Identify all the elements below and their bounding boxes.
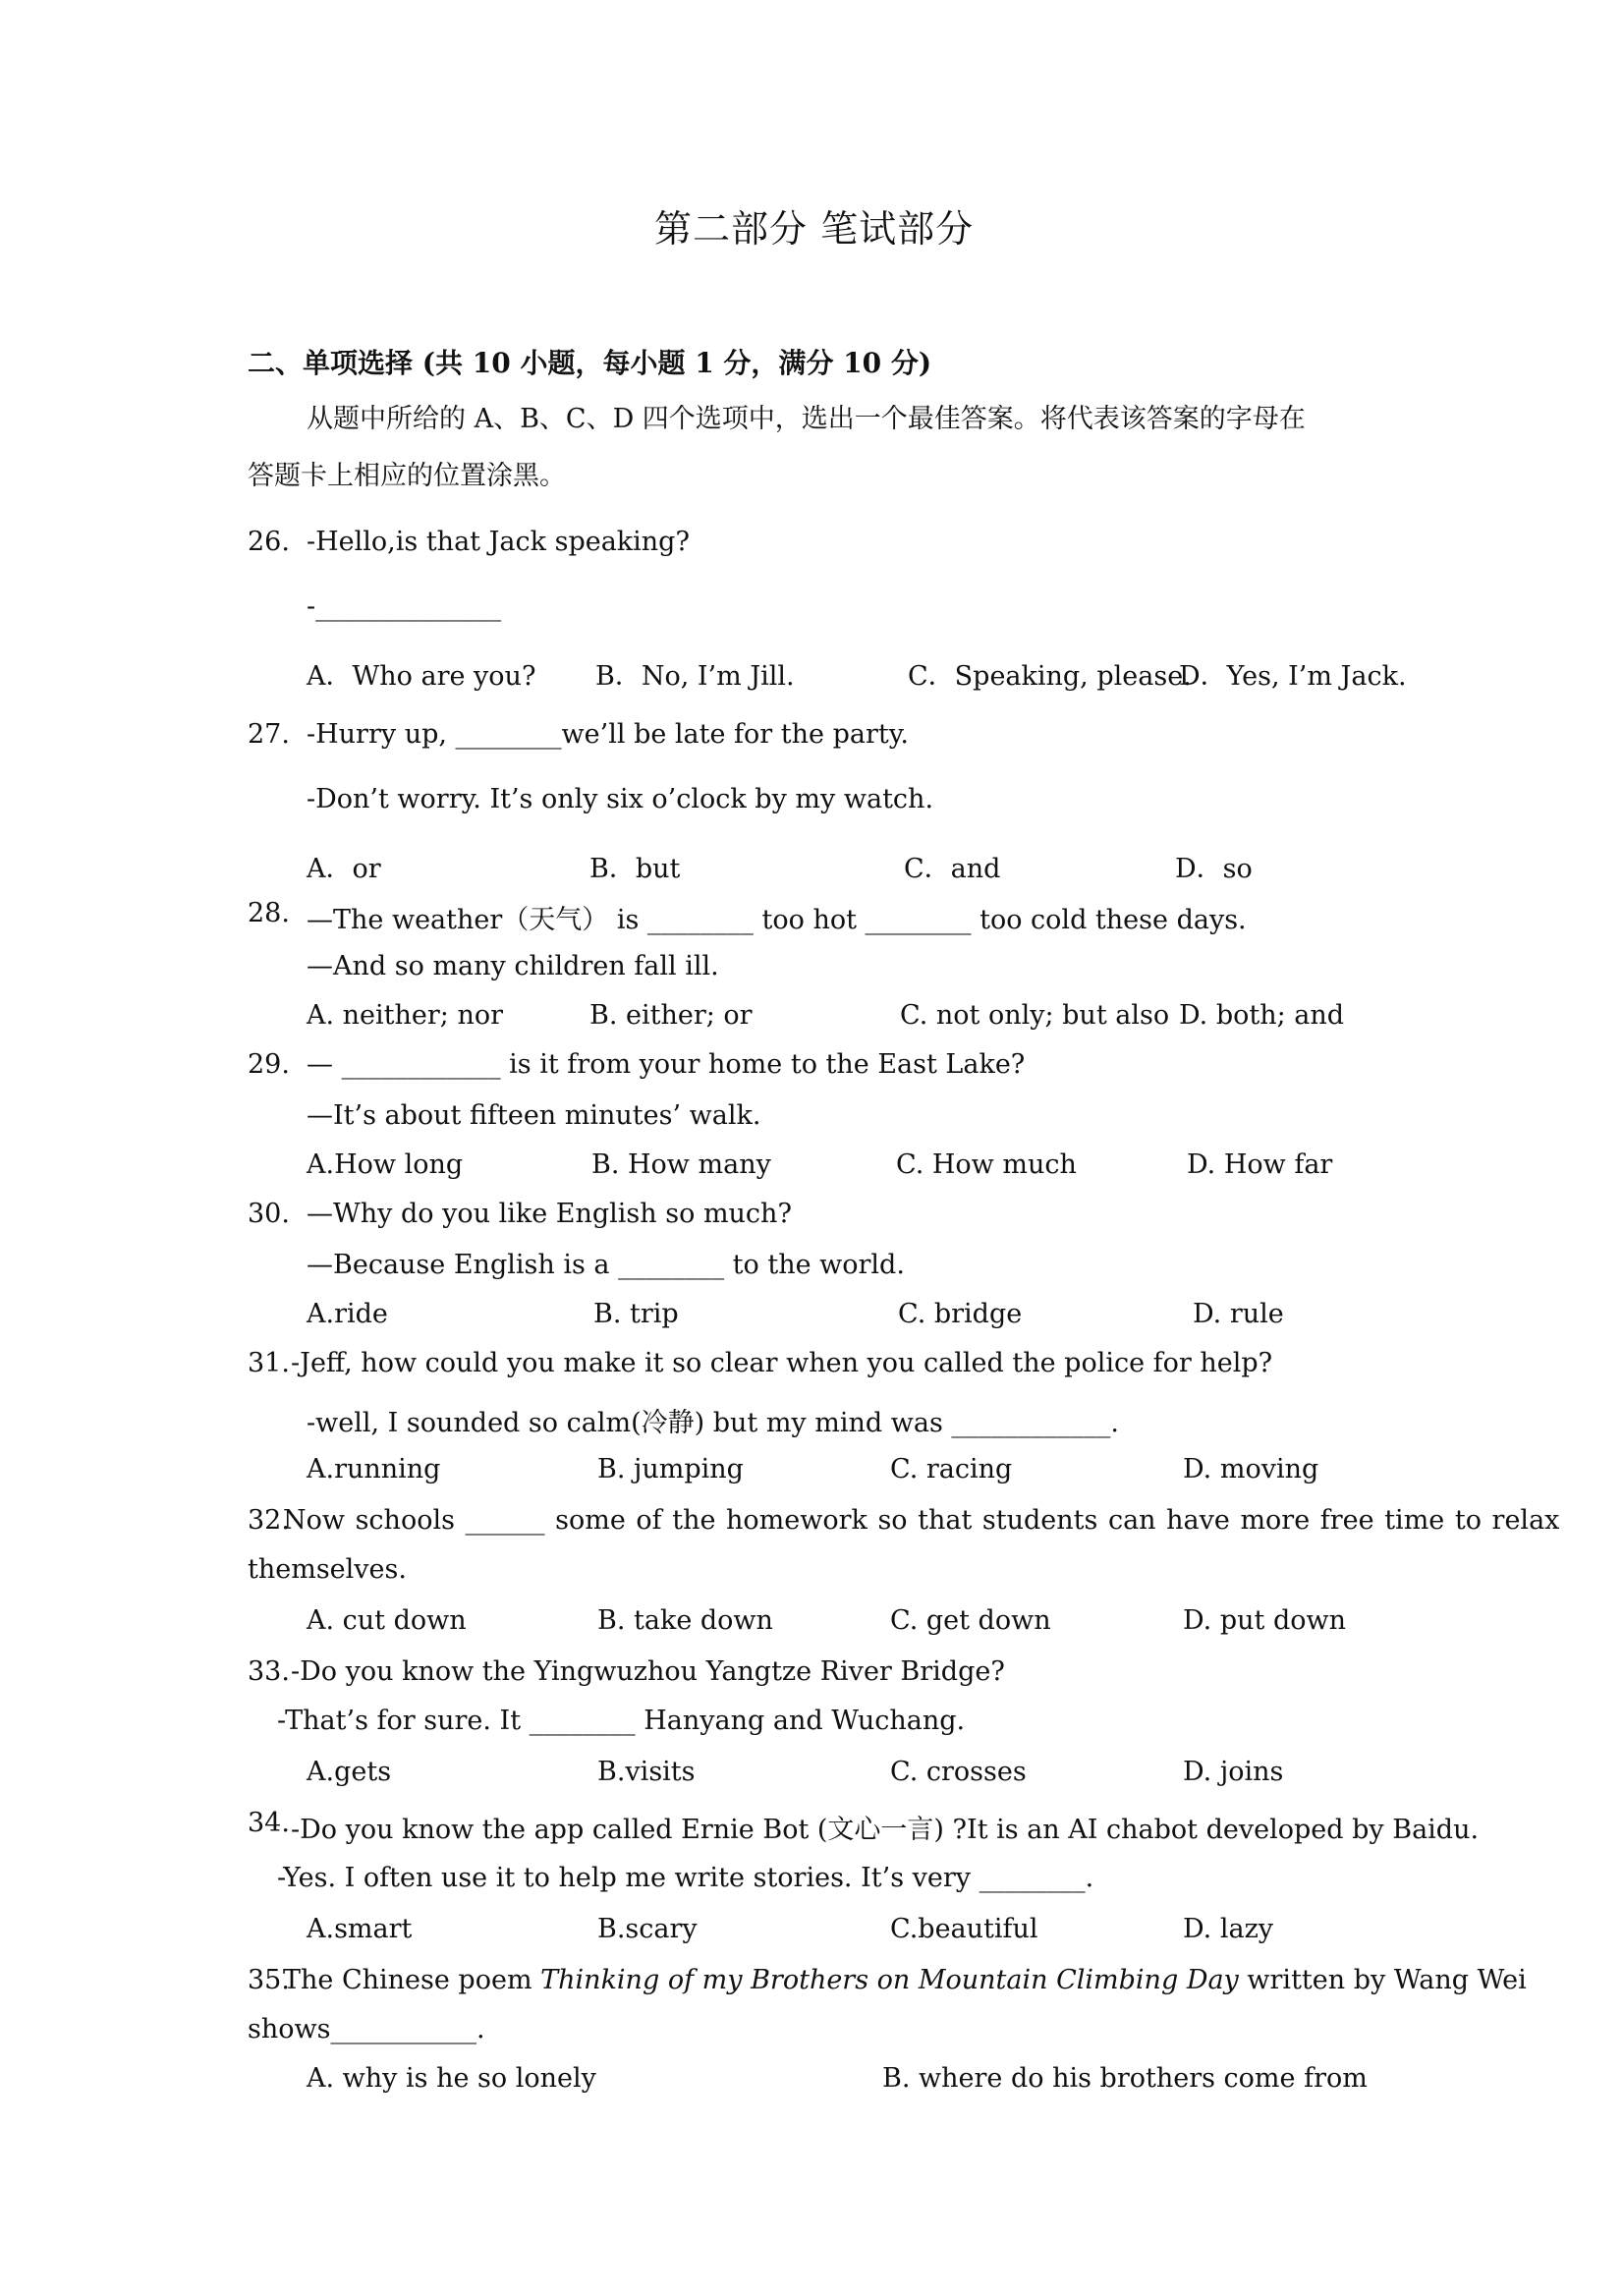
section-heading: 二、单项选择 (共 10 小题，每小题 1 分，满分 10 分) xyxy=(248,347,932,379)
option-a: A.ride xyxy=(307,1299,388,1329)
question-line: — ____________ is it from your home to the East Lake? xyxy=(307,1049,1026,1080)
question-number: 27. xyxy=(248,719,290,750)
question-number: 33. xyxy=(248,1656,290,1687)
question-line xyxy=(283,1965,1527,1995)
option-b: B．but xyxy=(589,854,681,884)
page-title: 第二部分 笔试部分 xyxy=(654,207,975,251)
option-a: A. cut down xyxy=(307,1605,467,1636)
option-a: A.gets xyxy=(307,1757,392,1787)
option-a: A.How long xyxy=(307,1149,464,1180)
option-a: A．Who are you? xyxy=(307,661,536,692)
question-line: -Hello,is that Jack speaking? xyxy=(307,527,690,557)
question-line: -That’s for sure. It ________ Hanyang and Wuchang. xyxy=(277,1706,966,1736)
question-line: themselves. xyxy=(248,1554,407,1585)
question-number: 29. xyxy=(248,1049,290,1080)
question-number: 32. xyxy=(248,1505,290,1536)
option-c: C.beautiful xyxy=(890,1914,1038,1944)
question-line: -______________ xyxy=(307,591,502,622)
option-d: D. How far xyxy=(1187,1149,1333,1180)
question-line: -well, I sounded so calm(冷静) but my mind was ____________. xyxy=(307,1408,1119,1438)
option-a: A. neither; nor xyxy=(307,1000,504,1031)
question-number: 34. xyxy=(248,1808,290,1838)
option-b: B.visits xyxy=(597,1757,696,1787)
question-line: Now schools ______ some of the homework so that students can have more free time to relax xyxy=(283,1505,1560,1536)
option-c: C. bridge xyxy=(898,1299,1023,1329)
question-line: -Hurry up, ________we’ll be late for the party. xyxy=(307,719,909,750)
option-c: C. How much xyxy=(896,1149,1077,1180)
question-number: 26. xyxy=(248,527,290,557)
question-line: —It’s about fifteen minutes’ walk. xyxy=(307,1100,761,1131)
option-d: D. joins xyxy=(1183,1757,1284,1787)
option-c: C．and xyxy=(904,854,1001,884)
option-b: B. either; or xyxy=(589,1000,753,1031)
question-line: -Don’t worry. It’s only six o’clock by my watch. xyxy=(307,784,934,814)
question-line: -Jeff, how could you make it so clear when you called the police for help? xyxy=(291,1348,1273,1378)
question-text: written by Wang Wei xyxy=(1238,1965,1527,1995)
option-d: D. put down xyxy=(1183,1605,1346,1636)
question-number: 31. xyxy=(248,1348,290,1378)
option-b: B. How many xyxy=(591,1149,771,1180)
question-line: -Do you know the Yingwuzhou Yangtze River Bridge? xyxy=(291,1656,1005,1687)
question-line: —And so many children fall ill. xyxy=(307,951,719,981)
question-line: —Because English is a ________ to the world. xyxy=(307,1250,905,1280)
option-d: D. moving xyxy=(1183,1454,1319,1484)
option-b: B. trip xyxy=(593,1299,679,1329)
section-instructions-line2: 答题卡上相应的位置涂黑。 xyxy=(248,461,566,491)
question-line: shows___________. xyxy=(248,2014,485,2044)
option-c: C. crosses xyxy=(890,1757,1027,1787)
question-line: —Why do you like English so much? xyxy=(307,1199,792,1229)
option-d: D. rule xyxy=(1193,1299,1284,1329)
option-b: B. jumping xyxy=(597,1454,744,1484)
option-c: C. not only; but also xyxy=(900,1000,1170,1031)
question-text: The Chinese poem xyxy=(283,1965,541,1995)
option-a: A. why is he so lonely xyxy=(307,2063,596,2094)
option-a: A．or xyxy=(307,854,381,884)
question-number: 30. xyxy=(248,1199,290,1229)
option-b: B. take down xyxy=(597,1605,773,1636)
section-instructions-line1: 从题中所给的 A、B、C、D 四个选项中，选出一个最佳答案。将代表该答案的字母在 xyxy=(307,404,1306,434)
poem-title: Thinking of my Brothers on Mountain Climbing Day xyxy=(540,1965,1239,1995)
question-number: 28. xyxy=(248,898,290,928)
option-d: D. lazy xyxy=(1183,1914,1274,1944)
question-line: -Yes. I often use it to help me write stories. It’s very ________. xyxy=(277,1863,1094,1893)
option-a: A.running xyxy=(307,1454,441,1484)
option-c: C．Speaking, please. xyxy=(908,661,1192,692)
question-line: -Do you know the app called Ernie Bot (文心一言) ?It is an AI chabot developed by Baidu. xyxy=(291,1815,1480,1845)
option-b: B. where do his brothers come from xyxy=(882,2063,1368,2094)
question-number: 35. xyxy=(248,1965,290,1995)
option-c: C. get down xyxy=(890,1605,1051,1636)
option-b: B．No, I’m Jill. xyxy=(595,661,795,692)
option-b: B.scary xyxy=(597,1914,698,1944)
option-d: D．so xyxy=(1175,854,1253,884)
option-d: D. both; and xyxy=(1179,1000,1345,1031)
question-line: —The weather（天气） is ________ too hot ________ too cold these days. xyxy=(307,905,1247,935)
option-c: C. racing xyxy=(890,1454,1013,1484)
option-d: D．Yes, I’m Jack. xyxy=(1179,661,1407,692)
option-a: A.smart xyxy=(307,1914,413,1944)
